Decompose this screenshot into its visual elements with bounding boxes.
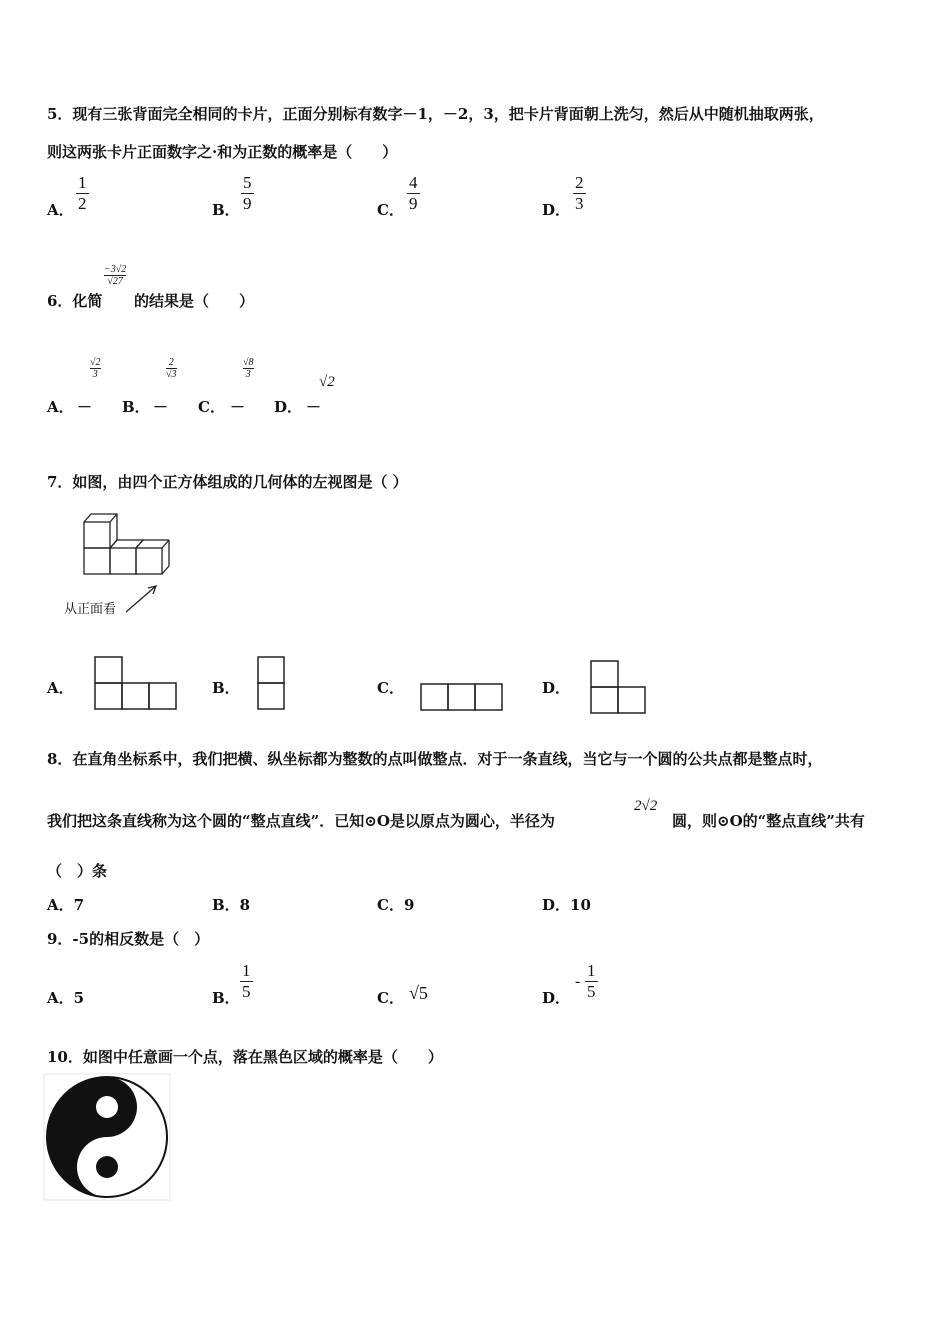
q5-option-c-fraction bbox=[407, 173, 420, 213]
q6-option-a-fraction bbox=[90, 357, 101, 380]
q7-view-label: 从正面看 bbox=[64, 602, 117, 617]
q9-option-b-fraction bbox=[240, 961, 253, 1001]
q5-a-den: 2 bbox=[78, 193, 87, 213]
q8-line3: （ ）条 bbox=[47, 862, 108, 880]
q9-option-d-label: D． bbox=[542, 989, 571, 1007]
q6-option-c-fraction bbox=[243, 357, 254, 380]
q7-option-c-label: C． bbox=[377, 679, 404, 697]
q8-radius: 2√2 bbox=[634, 798, 658, 814]
q10-text: 10．如图中任意画一个点，落在黑色区域的概率是（ ） bbox=[47, 1048, 443, 1066]
q8-option-b: B．8 bbox=[212, 896, 251, 914]
q6-option-b-label: B． bbox=[122, 398, 150, 416]
q6-option-c-label: C． bbox=[198, 398, 225, 416]
q6-suffix: 的结果是（ ） bbox=[134, 292, 255, 310]
q6-b-den: √3 bbox=[166, 369, 177, 380]
q8-option-d: D．10 bbox=[542, 896, 591, 914]
q9-d-num: 1 bbox=[587, 961, 596, 980]
q6-a-den: 3 bbox=[92, 369, 98, 380]
q6-a-num: √2 bbox=[90, 357, 101, 368]
q6-option-b-sign: － bbox=[153, 398, 169, 416]
q6-c-den: 3 bbox=[245, 369, 251, 380]
q9-option-c-value: √5 bbox=[409, 983, 428, 1003]
q6-option-d-value: √2 bbox=[319, 374, 335, 390]
q6-b-num: 2 bbox=[168, 357, 174, 368]
q8-line2b: 圆，则⊙O的“整点直线”共有 bbox=[672, 812, 865, 830]
q9-b-num: 1 bbox=[242, 961, 251, 980]
q6-option-d-sign: － bbox=[306, 398, 322, 416]
q5-option-d-label: D． bbox=[542, 201, 571, 219]
q5-d-num: 2 bbox=[575, 173, 584, 192]
q6-expression-fraction bbox=[104, 264, 126, 287]
q8-line2a: 我们把这条直线称为这个圆的“整点直线”．已知⊙O是以原点为圆心，半径为 bbox=[47, 812, 555, 830]
q6-prefix: 6．化简 bbox=[47, 292, 103, 310]
q6-c-num: √8 bbox=[243, 357, 254, 368]
q5-line1: 5．现有三张背面完全相同的卡片，正面分别标有数字－1，－2，3，把卡片背面朝上洗匀，然后从中随机抽取两张， bbox=[47, 105, 824, 123]
q7-option-c-figure bbox=[420, 683, 504, 713]
q9-option-d-sign: - bbox=[575, 973, 581, 990]
q9-text: 9．-5的相反数是（ ） bbox=[47, 930, 210, 948]
q8-option-c: C．9 bbox=[377, 896, 415, 914]
q8-line1: 8．在直角坐标系中，我们把横、纵坐标都为整数的点叫做整点．对于一条直线，当它与一个圆的公共点都是整点时， bbox=[47, 750, 823, 768]
q9-option-a: A．5 bbox=[47, 989, 85, 1007]
q6-expr-num: −3√2 bbox=[104, 264, 127, 275]
q5-line2: 则这两张卡片正面数字之·和为正数的概率是（ ） bbox=[47, 143, 398, 161]
q6-expr-den: √27 bbox=[107, 276, 123, 287]
q5-c-den: 9 bbox=[409, 193, 418, 213]
q5-option-d-fraction bbox=[573, 173, 586, 213]
q5-option-b-label: B． bbox=[212, 201, 240, 219]
q6-option-c-sign: － bbox=[230, 398, 246, 416]
q5-option-b-fraction bbox=[241, 173, 254, 213]
q6-option-a-sign: － bbox=[77, 398, 93, 416]
q7-option-a-figure bbox=[94, 656, 178, 712]
q5-b-den: 9 bbox=[243, 193, 252, 213]
q6-option-d-label: D． bbox=[274, 398, 303, 416]
q5-option-a-fraction bbox=[76, 173, 89, 213]
q9-option-d-fraction bbox=[585, 961, 598, 1001]
q6-option-b-fraction bbox=[166, 357, 177, 380]
q7-option-b-figure bbox=[257, 656, 287, 712]
q5-option-a-label: A． bbox=[47, 201, 74, 219]
q7-option-a-label: A． bbox=[47, 679, 74, 697]
q7-text: 7．如图，由四个正方体组成的几何体的左视图是（ ） bbox=[47, 473, 408, 491]
q5-c-num: 4 bbox=[409, 173, 418, 192]
q5-b-num: 5 bbox=[243, 173, 252, 192]
q5-a-num: 1 bbox=[78, 173, 87, 192]
q10-yin-yang-figure bbox=[44, 1074, 170, 1200]
q5-d-den: 3 bbox=[575, 193, 584, 213]
q9-option-c-label: C． bbox=[377, 989, 404, 1007]
q8-option-a: A．7 bbox=[47, 896, 85, 914]
q6-option-a-label: A． bbox=[47, 398, 74, 416]
q7-option-b-label: B． bbox=[212, 679, 240, 697]
q7-option-d-label: D． bbox=[542, 679, 571, 697]
q7-option-d-figure bbox=[590, 660, 648, 716]
q9-b-den: 5 bbox=[242, 981, 251, 1001]
q9-option-b-label: B． bbox=[212, 989, 240, 1007]
q5-option-c-label: C． bbox=[377, 201, 404, 219]
q9-d-den: 5 bbox=[587, 981, 596, 1001]
